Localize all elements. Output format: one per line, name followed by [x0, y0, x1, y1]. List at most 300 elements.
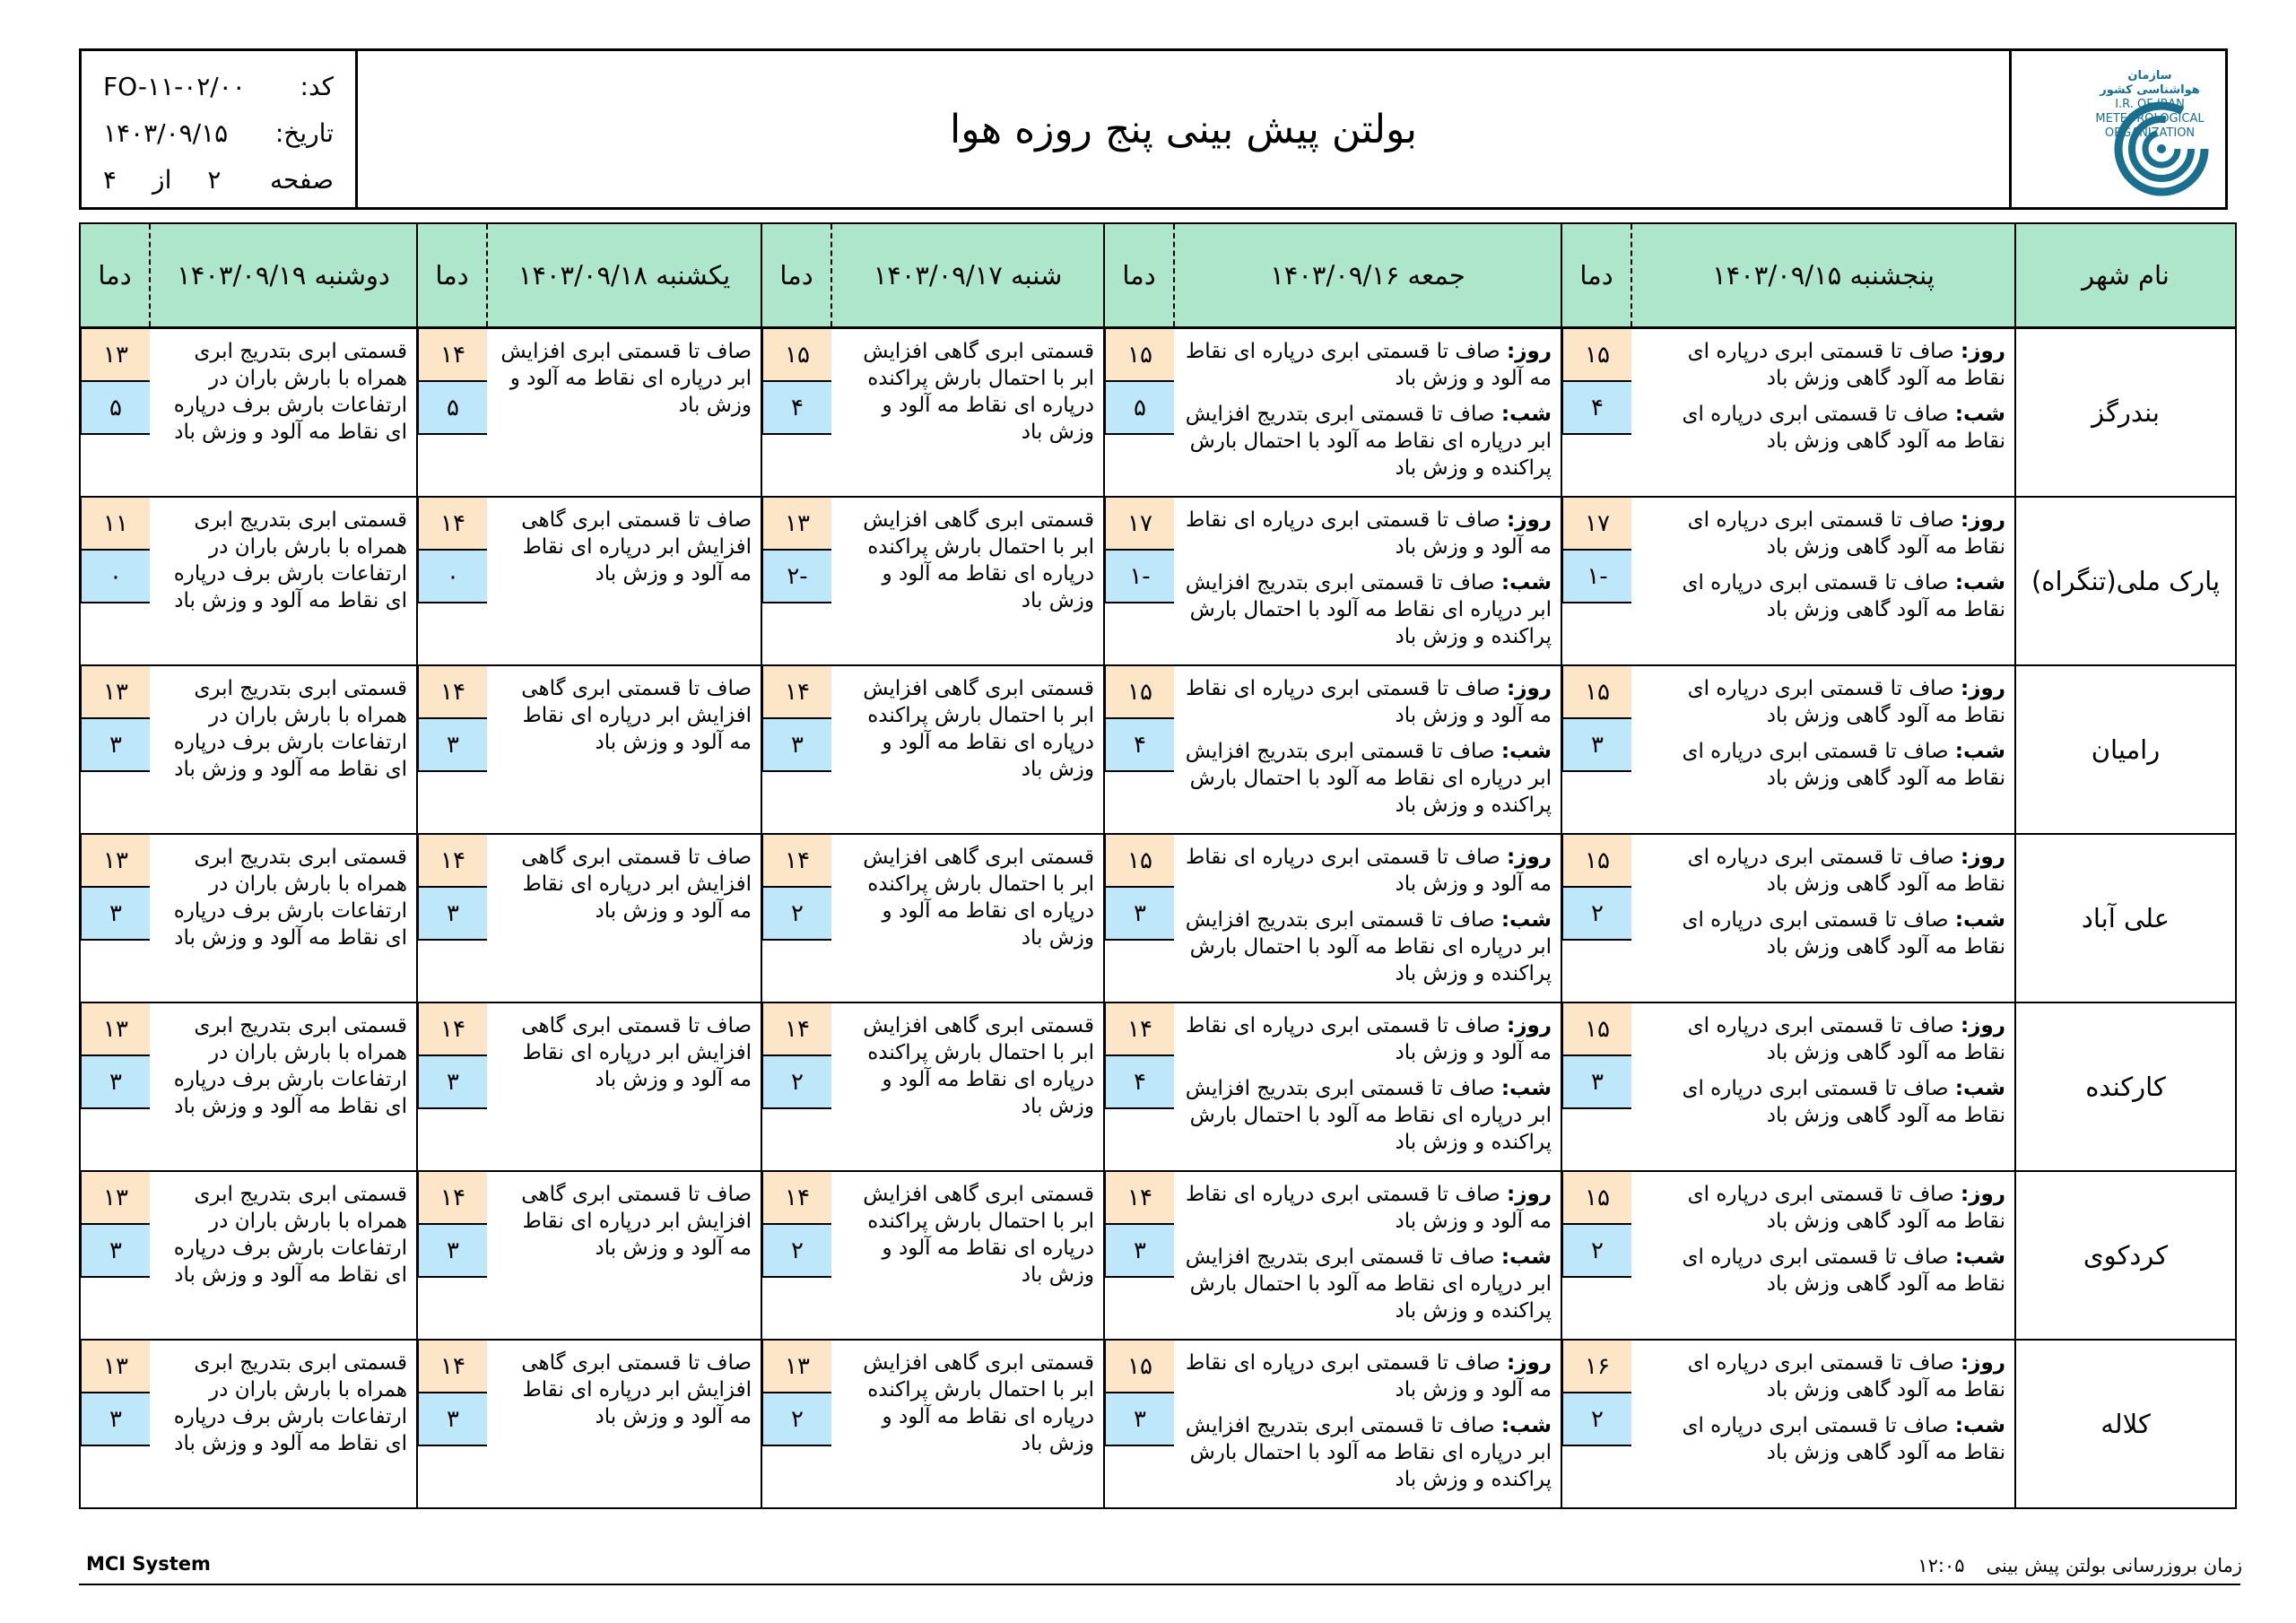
city-name: کارکنده	[2015, 1002, 2236, 1171]
min-temperature: ۳	[1563, 719, 1631, 770]
temperature-cell	[1561, 497, 1631, 665]
day-header: شنبه ۱۴۰۳/۰۹/۱۷	[831, 223, 1104, 328]
forecast-description	[1174, 1171, 1561, 1340]
forecast-text: قسمتی ابری گاهی افزایش ابر با احتمال بارش پراکنده درپاره ای نقاط مه آلود و وزش باد	[863, 677, 1094, 781]
night-forecast	[1640, 738, 2005, 792]
forecast-description	[831, 1340, 1104, 1508]
temperature-box	[1104, 835, 1174, 941]
temperature-box	[80, 835, 150, 941]
day-label: روز:	[1961, 508, 2005, 532]
forecast-description	[831, 834, 1104, 1002]
temperature-cell	[80, 1340, 150, 1508]
temperature-cell	[761, 665, 831, 834]
max-temperature: ۱۵	[1563, 1003, 1631, 1056]
page-number: ۲	[207, 165, 222, 195]
temperature-box	[1561, 1341, 1631, 1446]
temperature-cell	[761, 1002, 831, 1171]
forecast-text: صاف تا قسمتی ابری گاهی افزایش ابر درپاره ای نقاط مه آلود و وزش باد	[521, 508, 752, 586]
temperature-cell	[1104, 1171, 1174, 1340]
min-temperature: ۳	[82, 888, 150, 939]
temperature-cell	[1561, 834, 1631, 1002]
day-text: صاف تا قسمتی ابری درپاره ای نقاط مه آلود گاهی وزش باد	[1687, 340, 2005, 390]
max-temperature: ۱۷	[1106, 498, 1174, 551]
min-temperature: ۰	[419, 551, 487, 602]
forecast-text: صاف تا قسمتی ابری گاهی افزایش ابر درپاره ای نقاط مه آلود و وزش باد	[521, 1014, 752, 1091]
night-text: صاف تا قسمتی ابری درپاره ای نقاط مه آلود گاهی وزش باد	[1682, 1245, 2005, 1296]
day-label: روز:	[1961, 1014, 2005, 1037]
min-temperature: ۲	[1563, 1393, 1631, 1445]
temperature-cell	[1104, 328, 1174, 498]
min-temperature: -۲	[763, 551, 831, 602]
day-label: روز:	[1507, 677, 1552, 700]
night-label: شب:	[1954, 908, 2005, 932]
forecast-text: صاف تا قسمتی ابری گاهی افزایش ابر درپاره ای نقاط مه آلود و وزش باد	[521, 846, 752, 923]
day-forecast	[1183, 1350, 1552, 1403]
min-temperature: -۱	[1106, 551, 1174, 602]
day-label: روز:	[1961, 677, 2005, 700]
footer-divider	[79, 1584, 2240, 1585]
temperature-cell	[80, 328, 150, 498]
night-forecast	[1183, 1075, 1552, 1156]
forecast-description	[1631, 1340, 2015, 1508]
temperature-box	[80, 666, 150, 772]
forecast-description	[150, 834, 417, 1002]
temperature-box	[761, 1341, 831, 1446]
date-row	[103, 110, 334, 157]
bulletin-title: بولتن پیش بینی پنج روزه هوا	[949, 106, 1418, 152]
temperature-box	[1104, 1003, 1174, 1109]
night-forecast	[1183, 1244, 1552, 1324]
temperature-cell	[1104, 497, 1174, 665]
forecast-text: قسمتی ابری گاهی افزایش ابر با احتمال بارش پراکنده درپاره ای نقاط مه آلود و وزش باد	[863, 1183, 1094, 1287]
temperature-box	[417, 1003, 487, 1109]
forecast-description	[487, 497, 761, 665]
temperature-cell	[1561, 1002, 1631, 1171]
forecast-description	[1631, 665, 2015, 834]
forecast-description	[831, 1171, 1104, 1340]
city-name: بندرگز	[2015, 328, 2236, 498]
night-text: صاف تا قسمتی ابری درپاره ای نقاط مه آلود گاهی وزش باد	[1682, 908, 2005, 959]
temperature-box	[80, 1172, 150, 1278]
day-text: صاف تا قسمتی ابری درپاره ای نقاط مه آلود و وزش باد	[1186, 846, 1552, 896]
forecast-description	[150, 1002, 417, 1171]
max-temperature: ۱۳	[82, 329, 150, 382]
night-forecast	[1640, 1244, 2005, 1298]
max-temperature: ۱۵	[1563, 835, 1631, 888]
night-label: شب:	[1954, 1077, 2005, 1100]
forecast-table	[79, 222, 2237, 1509]
temperature-box	[1104, 1341, 1174, 1446]
night-forecast	[1640, 1412, 2005, 1466]
day-label: روز:	[1507, 508, 1552, 532]
temperature-cell	[1561, 665, 1631, 834]
temperature-box	[417, 1172, 487, 1278]
forecast-text: قسمتی ابری گاهی افزایش ابر با احتمال بارش پراکنده درپاره ای نقاط مه آلود و وزش باد	[863, 508, 1094, 612]
forecast-description	[1174, 834, 1561, 1002]
day-text: صاف تا قسمتی ابری درپاره ای نقاط مه آلود گاهی وزش باد	[1687, 508, 2005, 559]
max-temperature: ۱۶	[1563, 1341, 1631, 1393]
forecast-description	[1631, 1002, 2015, 1171]
temperature-cell	[80, 1002, 150, 1171]
temperature-box	[80, 329, 150, 435]
temperature-box	[417, 666, 487, 772]
min-temperature: ۳	[1106, 888, 1174, 939]
forecast-description	[1174, 1002, 1561, 1171]
page-of: از	[152, 165, 172, 195]
page-label: صفحه	[269, 165, 334, 195]
max-temperature: ۱۵	[1106, 666, 1174, 719]
day-header: پنجشنبه ۱۴۰۳/۰۹/۱۵	[1631, 223, 2015, 328]
table-row	[80, 1340, 2236, 1508]
forecast-text: قسمتی ابری گاهی افزایش ابر با احتمال بارش پراکنده درپاره ای نقاط مه آلود و وزش باد	[863, 340, 1094, 444]
temperature-cell	[1561, 328, 1631, 498]
max-temperature: ۱۴	[763, 1172, 831, 1225]
forecast-description	[831, 497, 1104, 665]
temperature-box	[1561, 1003, 1631, 1109]
max-temperature: ۱۵	[763, 329, 831, 382]
update-time: ۱۲:۰۵	[1918, 1555, 1965, 1576]
temperature-cell	[417, 328, 487, 498]
min-temperature: ۲	[1563, 1225, 1631, 1276]
day-header: یکشنبه ۱۴۰۳/۰۹/۱۸	[487, 223, 761, 328]
min-temperature: ۵	[419, 382, 487, 433]
temperature-cell	[1104, 1002, 1174, 1171]
day-forecast	[1640, 844, 2005, 898]
max-temperature: ۱۷	[1563, 498, 1631, 551]
min-temperature: ۳	[82, 1056, 150, 1107]
city-name: پارک ملی(تنگراه)	[2015, 497, 2236, 665]
night-text: صاف تا قسمتی ابری بتدریج افزایش ابر درپاره ای نقاط مه آلود با احتمال بارش پراکنده و وزش باد	[1185, 908, 1552, 985]
day-label: روز:	[1961, 340, 2005, 363]
night-text: صاف تا قسمتی ابری درپاره ای نقاط مه آلود گاهی وزش باد	[1682, 740, 2005, 790]
forecast-description	[1174, 1340, 1561, 1508]
night-label: شب:	[1954, 1245, 2005, 1269]
max-temperature: ۱۴	[419, 835, 487, 888]
temperature-cell	[80, 834, 150, 1002]
night-label: شب:	[1954, 403, 2005, 426]
day-text: صاف تا قسمتی ابری درپاره ای نقاط مه آلود و وزش باد	[1186, 1183, 1552, 1233]
day-text: صاف تا قسمتی ابری درپاره ای نقاط مه آلود و وزش باد	[1186, 677, 1552, 727]
max-temperature: ۱۳	[82, 1172, 150, 1225]
temperature-box	[1104, 498, 1174, 603]
night-forecast	[1640, 1075, 2005, 1129]
max-temperature: ۱۴	[763, 666, 831, 719]
table-row	[80, 665, 2236, 834]
forecast-description	[487, 1340, 761, 1508]
forecast-description	[1631, 834, 2015, 1002]
code-row	[103, 64, 334, 110]
max-temperature: ۱۵	[1563, 1172, 1631, 1225]
forecast-description	[1174, 497, 1561, 665]
forecast-text: قسمتی ابری گاهی افزایش ابر با احتمال بارش پراکنده درپاره ای نقاط مه آلود و وزش باد	[863, 1014, 1094, 1118]
night-text: صاف تا قسمتی ابری بتدریج افزایش ابر درپاره ای نقاط مه آلود با احتمال بارش پراکنده و وزش باد	[1185, 1077, 1552, 1154]
night-label: شب:	[1500, 403, 1552, 426]
day-forecast	[1183, 507, 1552, 560]
day-forecast	[1640, 1012, 2005, 1066]
forecast-text: قسمتی ابری بتدریج ابری همراه با بارش باران در ارتفاعات بارش برف درپاره ای نقاط مه آلود و وزش باد	[173, 1014, 407, 1118]
night-forecast	[1183, 907, 1552, 987]
night-label: شب:	[1500, 1245, 1552, 1269]
date-label: تاریخ:	[274, 118, 334, 148]
temperature-box	[80, 498, 150, 603]
temperature-box	[1104, 666, 1174, 772]
min-temperature: ۳	[763, 719, 831, 770]
temperature-box	[1561, 1172, 1631, 1278]
temperature-cell	[417, 1340, 487, 1508]
forecast-text: صاف تا قسمتی ابری گاهی افزایش ابر درپاره ای نقاط مه آلود و وزش باد	[521, 1351, 752, 1428]
city-name: رامیان	[2015, 665, 2236, 834]
day-header: جمعه ۱۴۰۳/۰۹/۱۶	[1174, 223, 1561, 328]
temp-header: دما	[1104, 223, 1174, 328]
temperature-cell	[1561, 1340, 1631, 1508]
temperature-cell	[80, 1171, 150, 1340]
forecast-text: صاف تا قسمتی ابری گاهی افزایش ابر درپاره ای نقاط مه آلود و وزش باد	[521, 1183, 752, 1260]
temperature-cell	[761, 1340, 831, 1508]
page-total: ۴	[103, 165, 117, 195]
min-temperature: ۰	[82, 551, 150, 602]
temperature-cell	[80, 497, 150, 665]
temperature-box	[1104, 1172, 1174, 1278]
max-temperature: ۱۴	[419, 1003, 487, 1056]
day-forecast	[1183, 338, 1552, 392]
temperature-cell	[417, 665, 487, 834]
temp-header: دما	[80, 223, 150, 328]
min-temperature: ۳	[1106, 1393, 1174, 1445]
temperature-cell	[761, 834, 831, 1002]
min-temperature: ۳	[419, 719, 487, 770]
day-label: روز:	[1507, 846, 1552, 869]
max-temperature: ۱۵	[1106, 1341, 1174, 1393]
max-temperature: ۱۱	[82, 498, 150, 551]
day-forecast	[1183, 844, 1552, 898]
forecast-text: قسمتی ابری بتدریج ابری همراه با بارش باران در ارتفاعات بارش برف درپاره ای نقاط مه آلود و وزش باد	[173, 1183, 407, 1287]
table-row	[80, 328, 2236, 498]
day-text: صاف تا قسمتی ابری درپاره ای نقاط مه آلود و وزش باد	[1186, 340, 1552, 390]
min-temperature: -۱	[1563, 551, 1631, 602]
min-temperature: ۴	[1106, 719, 1174, 770]
temperature-box	[417, 835, 487, 941]
day-text: صاف تا قسمتی ابری درپاره ای نقاط مه آلود و وزش باد	[1186, 1351, 1552, 1402]
temperature-cell	[1104, 1340, 1174, 1508]
night-forecast	[1183, 569, 1552, 650]
temperature-box	[761, 835, 831, 941]
city-name: کردکوی	[2015, 1171, 2236, 1340]
min-temperature: ۳	[82, 719, 150, 770]
day-label: روز:	[1507, 1351, 1552, 1375]
forecast-text: قسمتی ابری بتدریج ابری همراه با بارش باران در ارتفاعات بارش برف درپاره ای نقاط مه آلود و وزش باد	[173, 846, 407, 950]
temp-header: دما	[1561, 223, 1631, 328]
night-label: شب:	[1954, 571, 2005, 595]
min-temperature: ۴	[1563, 382, 1631, 433]
min-temperature: ۴	[763, 382, 831, 433]
max-temperature: ۱۳	[82, 1341, 150, 1393]
min-temperature: ۵	[82, 382, 150, 433]
temperature-cell	[761, 497, 831, 665]
max-temperature: ۱۴	[419, 1172, 487, 1225]
temperature-box	[1561, 498, 1631, 603]
forecast-description	[1174, 328, 1561, 498]
day-text: صاف تا قسمتی ابری درپاره ای نقاط مه آلود گاهی وزش باد	[1687, 846, 2005, 896]
forecast-description	[150, 497, 417, 665]
forecast-description	[487, 665, 761, 834]
update-label: زمان بروزرسانی بولتن پیش بینی	[1986, 1555, 2242, 1576]
max-temperature: ۱۳	[82, 1003, 150, 1056]
forecast-description	[831, 665, 1104, 834]
temp-header: دما	[761, 223, 831, 328]
max-temperature: ۱۳	[82, 835, 150, 888]
forecast-text: قسمتی ابری گاهی افزایش ابر با احتمال بارش پراکنده درپاره ای نقاط مه آلود و وزش باد	[863, 846, 1094, 950]
temperature-cell	[1104, 665, 1174, 834]
min-temperature: ۳	[1106, 1225, 1174, 1276]
table-row	[80, 497, 2236, 665]
temperature-box	[761, 666, 831, 772]
night-label: شب:	[1500, 1077, 1552, 1100]
temperature-box	[417, 498, 487, 603]
table-row	[80, 1171, 2236, 1340]
city-column-header: نام شهر	[2015, 223, 2236, 328]
forecast-text: صاف تا قسمتی ابری افزایش ابر درپاره ای نقاط مه آلود و وزش باد	[500, 340, 752, 417]
logo-text: سازمان هواشناسی کشور I.R. OF IRAN METEOROLOGICAL ORGANIZATION	[2095, 69, 2205, 140]
forecast-description	[150, 665, 417, 834]
temperature-box	[417, 329, 487, 435]
max-temperature: ۱۴	[763, 1003, 831, 1056]
day-label: روز:	[1507, 340, 1552, 363]
footer-update-time	[1918, 1555, 2242, 1576]
temperature-cell	[761, 1171, 831, 1340]
night-label: شب:	[1954, 1414, 2005, 1437]
forecast-text: قسمتی ابری بتدریج ابری همراه با بارش باران در ارتفاعات بارش برف درپاره ای نقاط مه آلود و وزش باد	[173, 340, 407, 444]
document-meta	[82, 51, 358, 207]
temperature-box	[1561, 329, 1631, 435]
logo-area	[2009, 51, 2225, 207]
min-temperature: ۲	[763, 1056, 831, 1107]
code-value: FO-۱۱-۰۲/۰۰	[103, 72, 246, 101]
temperature-cell	[417, 1002, 487, 1171]
table-header-row	[80, 223, 2236, 328]
forecast-description	[831, 1002, 1104, 1171]
forecast-text: صاف تا قسمتی ابری گاهی افزایش ابر درپاره ای نقاط مه آلود و وزش باد	[521, 677, 752, 754]
night-text: صاف تا قسمتی ابری بتدریج افزایش ابر درپاره ای نقاط مه آلود با احتمال بارش پراکنده و وزش باد	[1185, 1245, 1552, 1323]
max-temperature: ۱۴	[419, 329, 487, 382]
min-temperature: ۲	[763, 888, 831, 939]
max-temperature: ۱۵	[1563, 329, 1631, 382]
day-forecast	[1183, 1012, 1552, 1066]
day-forecast	[1183, 1181, 1552, 1235]
min-temperature: ۳	[82, 1225, 150, 1276]
min-temperature: ۴	[1106, 1056, 1174, 1107]
forecast-description	[1174, 665, 1561, 834]
day-text: صاف تا قسمتی ابری درپاره ای نقاط مه آلود گاهی وزش باد	[1687, 677, 2005, 727]
day-header: دوشنبه ۱۴۰۳/۰۹/۱۹	[150, 223, 417, 328]
bulletin-header	[79, 48, 2228, 210]
max-temperature: ۱۵	[1106, 329, 1174, 382]
night-text: صاف تا قسمتی ابری درپاره ای نقاط مه آلود گاهی وزش باد	[1682, 1414, 2005, 1464]
forecast-description	[487, 1171, 761, 1340]
temperature-box	[417, 1341, 487, 1446]
day-forecast	[1640, 1181, 2005, 1235]
day-forecast	[1640, 338, 2005, 392]
temperature-box	[80, 1341, 150, 1446]
forecast-description	[831, 328, 1104, 498]
night-label: شب:	[1500, 571, 1552, 595]
max-temperature: ۱۴	[419, 666, 487, 719]
night-forecast	[1640, 401, 2005, 455]
temperature-box	[761, 329, 831, 435]
meteorological-organization-logo-icon	[2112, 100, 2211, 198]
night-text: صاف تا قسمتی ابری بتدریج افزایش ابر درپاره ای نقاط مه آلود با احتمال بارش پراکنده و وزش باد	[1185, 1414, 1552, 1491]
forecast-description	[1631, 497, 2015, 665]
city-name: علی آباد	[2015, 834, 2236, 1002]
max-temperature: ۱۵	[1563, 666, 1631, 719]
temperature-box	[80, 1003, 150, 1109]
day-text: صاف تا قسمتی ابری درپاره ای نقاط مه آلود و وزش باد	[1186, 508, 1552, 559]
min-temperature: ۳	[419, 1393, 487, 1445]
max-temperature: ۱۴	[1106, 1172, 1174, 1225]
code-label: کد:	[300, 72, 334, 101]
temperature-box	[1561, 835, 1631, 941]
max-temperature: ۱۴	[419, 1341, 487, 1393]
day-text: صاف تا قسمتی ابری درپاره ای نقاط مه آلود و وزش باد	[1186, 1014, 1552, 1064]
forecast-description	[150, 328, 417, 498]
day-text: صاف تا قسمتی ابری درپاره ای نقاط مه آلود گاهی وزش باد	[1687, 1183, 2005, 1233]
day-label: روز:	[1507, 1183, 1552, 1206]
day-forecast	[1183, 675, 1552, 729]
page-row	[103, 157, 334, 204]
day-label: روز:	[1961, 1351, 2005, 1375]
day-label: روز:	[1961, 1183, 2005, 1206]
city-name: کلاله	[2015, 1340, 2236, 1508]
footer-system-label: MCI System	[86, 1553, 211, 1575]
night-forecast	[1640, 907, 2005, 960]
temperature-box	[761, 1003, 831, 1109]
forecast-description	[150, 1340, 417, 1508]
date-value: ۱۴۰۳/۰۹/۱۵	[103, 118, 229, 148]
min-temperature: ۳	[419, 888, 487, 939]
min-temperature: ۲	[763, 1393, 831, 1445]
min-temperature: ۳	[1563, 1056, 1631, 1107]
min-temperature: ۳	[82, 1393, 150, 1445]
temperature-box	[1104, 329, 1174, 435]
day-forecast	[1640, 1350, 2005, 1403]
temperature-cell	[417, 834, 487, 1002]
night-label: شب:	[1500, 908, 1552, 932]
temperature-box	[761, 498, 831, 603]
forecast-description	[150, 1171, 417, 1340]
max-temperature: ۱۴	[763, 835, 831, 888]
day-text: صاف تا قسمتی ابری درپاره ای نقاط مه آلود گاهی وزش باد	[1687, 1014, 2005, 1064]
night-text: صاف تا قسمتی ابری بتدریج افزایش ابر درپاره ای نقاط مه آلود با احتمال بارش پراکنده و وزش باد	[1185, 740, 1552, 817]
night-label: شب:	[1500, 1414, 1552, 1437]
temperature-cell	[761, 328, 831, 498]
temp-header: دما	[417, 223, 487, 328]
forecast-text: قسمتی ابری بتدریج ابری همراه با بارش باران در ارتفاعات بارش برف درپاره ای نقاط مه آلود و وزش باد	[173, 1351, 407, 1455]
temperature-cell	[417, 1171, 487, 1340]
temperature-cell	[417, 497, 487, 665]
temperature-box	[761, 1172, 831, 1278]
day-label: روز:	[1507, 1014, 1552, 1037]
page-info	[103, 157, 221, 204]
forecast-description	[1631, 1171, 2015, 1340]
forecast-text: قسمتی ابری بتدریج ابری همراه با بارش باران در ارتفاعات بارش برف درپاره ای نقاط مه آلود و وزش باد	[173, 677, 407, 781]
max-temperature: ۱۳	[82, 666, 150, 719]
forecast-description	[1631, 328, 2015, 498]
night-forecast	[1183, 401, 1552, 482]
min-temperature: ۳	[419, 1225, 487, 1276]
temperature-box	[1561, 666, 1631, 772]
max-temperature: ۱۴	[419, 498, 487, 551]
table-row	[80, 834, 2236, 1002]
day-label: روز:	[1961, 846, 2005, 869]
